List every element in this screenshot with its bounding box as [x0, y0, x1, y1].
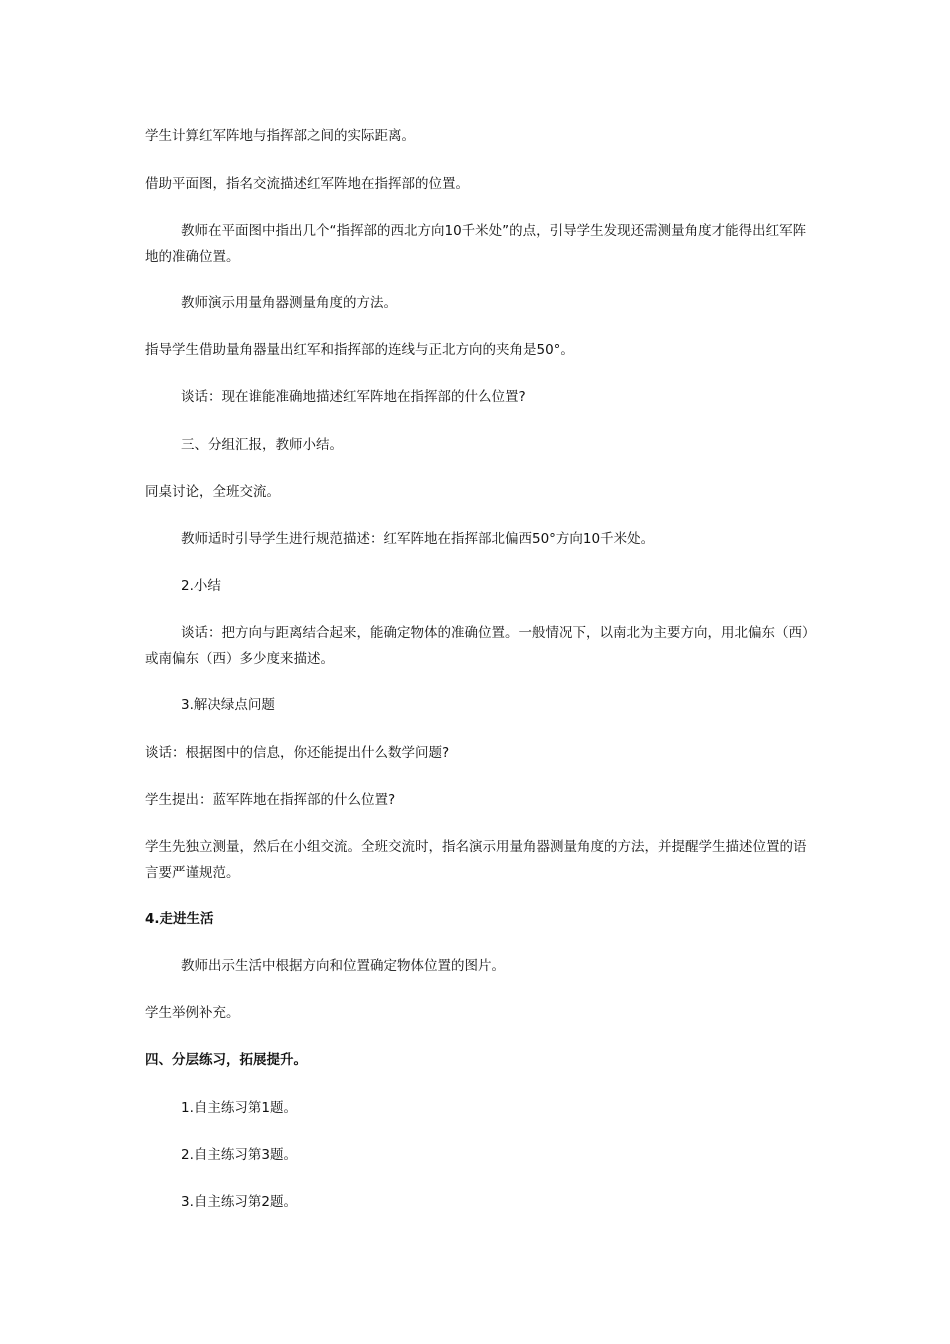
paragraph-5: 指导学生借助量角器量出红军和指挥部的连线与正北方向的夹角是50°。	[145, 342, 574, 358]
paragraph-7: 三、分组汇报，教师小结。	[181, 437, 343, 453]
paragraph-3: 教师在平面图中指出几个“指挥部的西北方向10千米处”的点，引导学生发现还需测量角度才能得出红军阵地的准确位置。	[145, 223, 807, 265]
section-heading-4: 4.走进生活	[145, 911, 214, 927]
paragraph-2: 借助平面图，指名交流描述红军阵地在指挥部的位置。	[145, 176, 469, 192]
paragraph-12: 3.解决绿点问题	[181, 697, 275, 713]
exercise-item-3: 3.自主练习第2题。	[181, 1194, 297, 1210]
paragraph-14: 学生提出：蓝军阵地在指挥部的什么位置?	[145, 792, 396, 808]
paragraph-17: 教师出示生活中根据方向和位置确定物体位置的图片。	[181, 958, 505, 974]
paragraph-11: 谈话：把方向与距离结合起来，能确定物体的准确位置。一般情况下，以南北为主要方向，用北偏东（西）或南偏东（西）多少度来描述。	[145, 625, 809, 667]
paragraph-18: 学生举例补充。	[145, 1005, 240, 1021]
exercise-item-1: 1.自主练习第1题。	[181, 1100, 297, 1116]
paragraph-13: 谈话：根据图中的信息，你还能提出什么数学问题?	[145, 745, 450, 761]
paragraph-4: 教师演示用量角器测量角度的方法。	[181, 295, 397, 311]
paragraph-9: 教师适时引导学生进行规范描述：红军阵地在指挥部北偏西50°方向10千米处。	[181, 531, 655, 547]
paragraph-10: 2.小结	[181, 578, 221, 594]
section-heading-four: 四、分层练习，拓展提升。	[145, 1052, 307, 1068]
paragraph-1: 学生计算红军阵地与指挥部之间的实际距离。	[145, 128, 415, 144]
paragraph-15: 学生先独立测量，然后在小组交流。全班交流时，指名演示用量角器测量角度的方法，并提醒学生描述位置的语言要严谨规范。	[145, 839, 807, 881]
paragraph-8: 同桌讨论，全班交流。	[145, 484, 280, 500]
paragraph-6: 谈话：现在谁能准确地描述红军阵地在指挥部的什么位置?	[181, 389, 526, 405]
exercise-item-2: 2.自主练习第3题。	[181, 1147, 297, 1163]
